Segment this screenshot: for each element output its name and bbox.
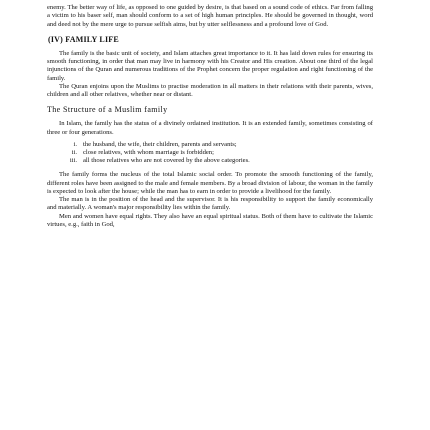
list-item: [47, 157, 373, 165]
list-item-text: all those relatives who are not covered by the above categories.: [83, 157, 250, 165]
list-item-number: iii.: [69, 157, 77, 165]
equal-rights-paragraph: Men and women have equal rights. They also have an equal spiritual status. Both of them have to cultivate the Islamic virtues, e.g., faith in God,: [47, 212, 373, 228]
list-item-text: close relatives, with whom marriage is forbidden;: [83, 148, 214, 156]
intro-paragraph: enemy. The better way of life, as opposed to one guided by desire, is that based on a sound code of ethics. Far from falling a victim to his baser self, man should conform to a set of high human principles. He should be governed in thought, word and deed not by the mere urge to pursue selfish aims, but by utter selflessness and a profound love of God.: [47, 4, 373, 28]
sub-heading-structure: The Structure of a Muslim family: [47, 105, 168, 115]
family-basic-unit-paragraph: The family is the basic unit of society, and Islam attaches great importance to it. It has laid down rules for ensuring its smooth functioning, in order that man may live in harmony with his Creator and His creation. About one third of the legal injunctions of the Quran and numerous traditions of the Prophet concern the proper regulation and right functioning of the family.: [47, 49, 373, 82]
list-item: [47, 141, 373, 149]
section-heading-family-life: (IV) FAMILY LIFE: [48, 34, 119, 44]
list-item-number: ii.: [71, 148, 77, 156]
moderation-paragraph: The Quran enjoins upon the Muslims to practise moderation in all matters in their relations with their parents, wives, children and all other relatives, whether near or distant.: [47, 82, 373, 98]
list-item-number: i.: [73, 140, 77, 148]
list-item-text: the husband, the wife, their children, parents and servants;: [83, 140, 237, 148]
family-members-list: [47, 141, 373, 166]
nucleus-paragraph: The family forms the nucleus of the total Islamic social order. To promote the smooth functioning of the family, different roles have been assigned to the male and female members. By a broad division of labour, the woman in the family is expected to look after the house; while the man has to earn in order to provide a livelihood for the family.: [47, 171, 373, 195]
structure-paragraph: In Islam, the family has the status of a divinely ordained institution. It is an extended family, sometimes consisting of three or four generations.: [47, 120, 373, 136]
list-item: [47, 149, 373, 157]
head-supervisor-paragraph: The man is in the position of the head and the supervisor. It is his responsibility to support the family economically and materially. A woman's major responsibility lies within the family.: [47, 196, 373, 212]
